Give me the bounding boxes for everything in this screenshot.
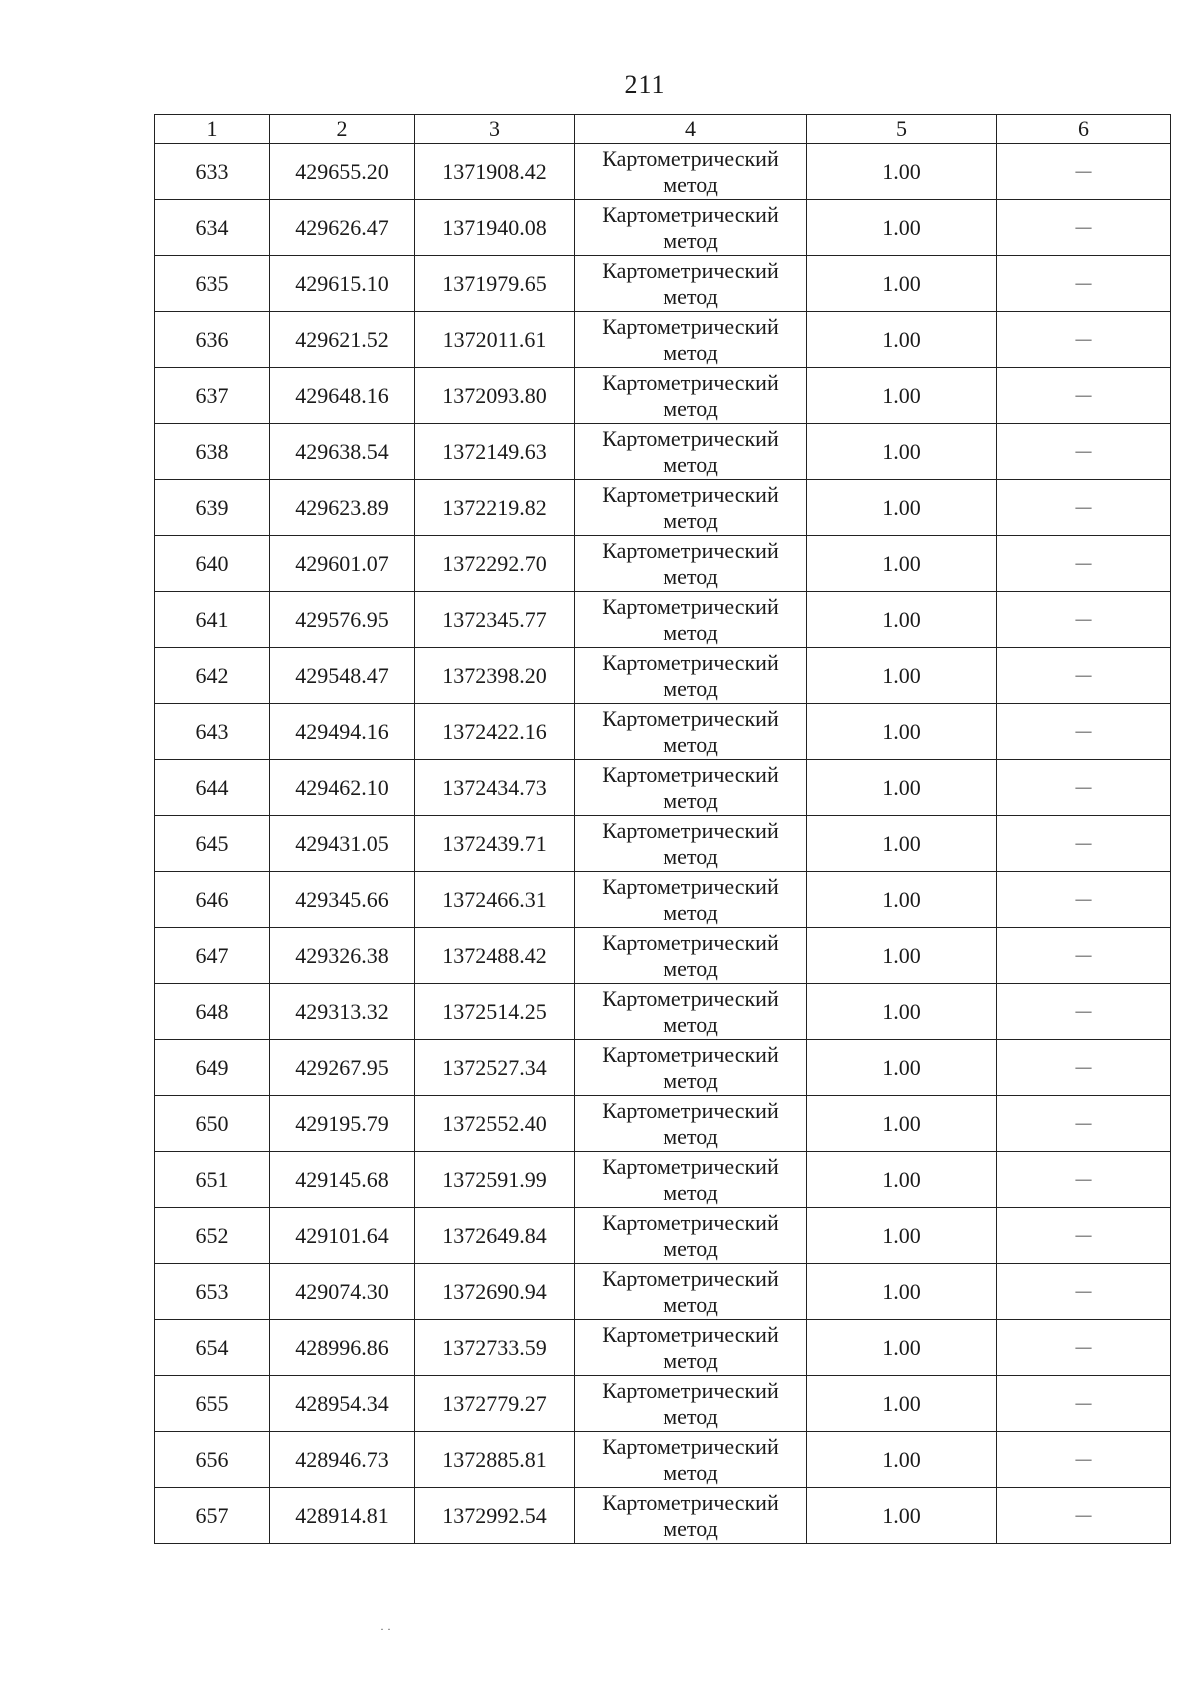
accuracy-cell: 1.00 <box>807 592 997 648</box>
y-coordinate-cell: 1372434.73 <box>415 760 575 816</box>
table-row <box>155 1376 1171 1432</box>
point-number-cell: 641 <box>155 592 270 648</box>
note-cell: — <box>997 1264 1171 1320</box>
x-coordinate-cell: 429345.66 <box>270 872 415 928</box>
accuracy-cell: 1.00 <box>807 312 997 368</box>
method-line-1: Картометрический <box>602 1209 779 1235</box>
table-row <box>155 144 1171 200</box>
column-header-6: 6 <box>997 115 1171 144</box>
method-cell <box>575 704 807 760</box>
y-coordinate-cell: 1372011.61 <box>415 312 575 368</box>
accuracy-cell: 1.00 <box>807 760 997 816</box>
method-cell <box>575 760 807 816</box>
table-row <box>155 872 1171 928</box>
y-coordinate-cell: 1372345.77 <box>415 592 575 648</box>
method-line-2: метод <box>663 955 718 981</box>
method-cell <box>575 424 807 480</box>
x-coordinate-cell: 429615.10 <box>270 256 415 312</box>
accuracy-cell: 1.00 <box>807 1320 997 1376</box>
note-cell: — <box>997 760 1171 816</box>
point-number-cell: 634 <box>155 200 270 256</box>
point-number-cell: 637 <box>155 368 270 424</box>
y-coordinate-cell: 1372552.40 <box>415 1096 575 1152</box>
y-coordinate-cell: 1372649.84 <box>415 1208 575 1264</box>
point-number-cell: 643 <box>155 704 270 760</box>
table-row <box>155 1040 1171 1096</box>
note-cell: — <box>997 1208 1171 1264</box>
table-header <box>155 115 1171 144</box>
table-row <box>155 480 1171 536</box>
method-line-2: метод <box>663 283 718 309</box>
method-cell <box>575 312 807 368</box>
x-coordinate-cell: 428954.34 <box>270 1376 415 1432</box>
method-line-1: Картометрический <box>602 649 779 675</box>
y-coordinate-cell: 1372591.99 <box>415 1152 575 1208</box>
note-cell: — <box>997 592 1171 648</box>
column-header-5: 5 <box>807 115 997 144</box>
accuracy-cell: 1.00 <box>807 1376 997 1432</box>
note-cell: — <box>997 648 1171 704</box>
x-coordinate-cell: 429638.54 <box>270 424 415 480</box>
y-coordinate-cell: 1372439.71 <box>415 816 575 872</box>
method-cell <box>575 592 807 648</box>
method-cell <box>575 1264 807 1320</box>
y-coordinate-cell: 1371979.65 <box>415 256 575 312</box>
scan-smudge: · · <box>380 1622 391 1636</box>
method-line-1: Картометрический <box>602 985 779 1011</box>
method-line-1: Картометрический <box>602 481 779 507</box>
accuracy-cell: 1.00 <box>807 1208 997 1264</box>
method-cell <box>575 1432 807 1488</box>
method-line-2: метод <box>663 675 718 701</box>
accuracy-cell: 1.00 <box>807 704 997 760</box>
x-coordinate-cell: 429313.32 <box>270 984 415 1040</box>
x-coordinate-cell: 429074.30 <box>270 1264 415 1320</box>
method-cell <box>575 984 807 1040</box>
x-coordinate-cell: 429655.20 <box>270 144 415 200</box>
point-number-cell: 646 <box>155 872 270 928</box>
method-cell <box>575 1376 807 1432</box>
method-cell <box>575 816 807 872</box>
method-line-1: Картометрический <box>602 929 779 955</box>
point-number-cell: 657 <box>155 1488 270 1544</box>
table-row <box>155 536 1171 592</box>
method-line-2: метод <box>663 563 718 589</box>
point-number-cell: 652 <box>155 1208 270 1264</box>
y-coordinate-cell: 1372690.94 <box>415 1264 575 1320</box>
note-cell: — <box>997 368 1171 424</box>
note-cell: — <box>997 1152 1171 1208</box>
point-number-cell: 650 <box>155 1096 270 1152</box>
method-line-1: Картометрический <box>602 1153 779 1179</box>
table-row <box>155 704 1171 760</box>
x-coordinate-cell: 429326.38 <box>270 928 415 984</box>
accuracy-cell: 1.00 <box>807 1152 997 1208</box>
point-number-cell: 640 <box>155 536 270 592</box>
table-row <box>155 928 1171 984</box>
point-number-cell: 644 <box>155 760 270 816</box>
point-number-cell: 635 <box>155 256 270 312</box>
accuracy-cell: 1.00 <box>807 648 997 704</box>
table-row <box>155 424 1171 480</box>
note-cell: — <box>997 1432 1171 1488</box>
method-line-1: Картометрический <box>602 705 779 731</box>
point-number-cell: 655 <box>155 1376 270 1432</box>
accuracy-cell: 1.00 <box>807 1432 997 1488</box>
method-line-2: метод <box>663 1179 718 1205</box>
note-cell: — <box>997 816 1171 872</box>
column-header-4: 4 <box>575 115 807 144</box>
point-number-cell: 638 <box>155 424 270 480</box>
method-line-2: метод <box>663 1515 718 1541</box>
method-line-2: метод <box>663 843 718 869</box>
table-row <box>155 1432 1171 1488</box>
table-row <box>155 984 1171 1040</box>
accuracy-cell: 1.00 <box>807 928 997 984</box>
method-cell <box>575 144 807 200</box>
y-coordinate-cell: 1372733.59 <box>415 1320 575 1376</box>
table-row <box>155 200 1171 256</box>
coordinates-table <box>154 114 1171 1544</box>
method-line-1: Картометрический <box>602 537 779 563</box>
y-coordinate-cell: 1372219.82 <box>415 480 575 536</box>
x-coordinate-cell: 429494.16 <box>270 704 415 760</box>
method-line-1: Картометрический <box>602 145 779 171</box>
table-row <box>155 1488 1171 1544</box>
y-coordinate-cell: 1372527.34 <box>415 1040 575 1096</box>
method-cell <box>575 536 807 592</box>
y-coordinate-cell: 1372779.27 <box>415 1376 575 1432</box>
x-coordinate-cell: 429648.16 <box>270 368 415 424</box>
method-line-1: Картометрический <box>602 1097 779 1123</box>
method-cell <box>575 928 807 984</box>
method-line-1: Картометрический <box>602 1265 779 1291</box>
x-coordinate-cell: 429267.95 <box>270 1040 415 1096</box>
table-row <box>155 648 1171 704</box>
method-line-1: Картометрический <box>602 761 779 787</box>
method-line-1: Картометрический <box>602 873 779 899</box>
note-cell: — <box>997 928 1171 984</box>
method-cell <box>575 648 807 704</box>
accuracy-cell: 1.00 <box>807 1096 997 1152</box>
point-number-cell: 654 <box>155 1320 270 1376</box>
y-coordinate-cell: 1372292.70 <box>415 536 575 592</box>
accuracy-cell: 1.00 <box>807 480 997 536</box>
method-cell <box>575 872 807 928</box>
x-coordinate-cell: 429576.95 <box>270 592 415 648</box>
method-line-1: Картометрический <box>602 593 779 619</box>
table-row <box>155 1320 1171 1376</box>
method-line-1: Картометрический <box>602 313 779 339</box>
table-row <box>155 368 1171 424</box>
accuracy-cell: 1.00 <box>807 424 997 480</box>
table-body <box>155 144 1171 1544</box>
note-cell: — <box>997 536 1171 592</box>
y-coordinate-cell: 1372093.80 <box>415 368 575 424</box>
y-coordinate-cell: 1372149.63 <box>415 424 575 480</box>
table-row <box>155 592 1171 648</box>
accuracy-cell: 1.00 <box>807 1040 997 1096</box>
method-line-1: Картометрический <box>602 201 779 227</box>
accuracy-cell: 1.00 <box>807 536 997 592</box>
column-header-1: 1 <box>155 115 270 144</box>
method-line-1: Картометрический <box>602 1041 779 1067</box>
method-line-2: метод <box>663 787 718 813</box>
accuracy-cell: 1.00 <box>807 816 997 872</box>
point-number-cell: 633 <box>155 144 270 200</box>
y-coordinate-cell: 1371908.42 <box>415 144 575 200</box>
point-number-cell: 642 <box>155 648 270 704</box>
method-line-1: Картометрический <box>602 1489 779 1515</box>
method-cell <box>575 256 807 312</box>
method-line-2: метод <box>663 1347 718 1373</box>
method-line-2: метод <box>663 339 718 365</box>
method-cell <box>575 480 807 536</box>
point-number-cell: 645 <box>155 816 270 872</box>
note-cell: — <box>997 1376 1171 1432</box>
method-line-2: метод <box>663 1235 718 1261</box>
note-cell: — <box>997 424 1171 480</box>
table-row <box>155 1208 1171 1264</box>
table-row <box>155 1152 1171 1208</box>
method-line-2: метод <box>663 1067 718 1093</box>
method-cell <box>575 1096 807 1152</box>
x-coordinate-cell: 429626.47 <box>270 200 415 256</box>
note-cell: — <box>997 312 1171 368</box>
x-coordinate-cell: 428996.86 <box>270 1320 415 1376</box>
note-cell: — <box>997 144 1171 200</box>
point-number-cell: 647 <box>155 928 270 984</box>
x-coordinate-cell: 429601.07 <box>270 536 415 592</box>
point-number-cell: 639 <box>155 480 270 536</box>
point-number-cell: 649 <box>155 1040 270 1096</box>
header-row <box>155 115 1171 144</box>
note-cell: — <box>997 1488 1171 1544</box>
method-line-2: метод <box>663 1403 718 1429</box>
method-line-2: метод <box>663 619 718 645</box>
method-line-1: Картометрический <box>602 1321 779 1347</box>
column-header-2: 2 <box>270 115 415 144</box>
x-coordinate-cell: 429462.10 <box>270 760 415 816</box>
method-line-2: метод <box>663 1011 718 1037</box>
method-cell <box>575 1488 807 1544</box>
x-coordinate-cell: 429195.79 <box>270 1096 415 1152</box>
table-row <box>155 256 1171 312</box>
method-line-2: метод <box>663 731 718 757</box>
table-row <box>155 816 1171 872</box>
note-cell: — <box>997 200 1171 256</box>
y-coordinate-cell: 1372398.20 <box>415 648 575 704</box>
x-coordinate-cell: 428914.81 <box>270 1488 415 1544</box>
y-coordinate-cell: 1371940.08 <box>415 200 575 256</box>
x-coordinate-cell: 429431.05 <box>270 816 415 872</box>
method-cell <box>575 200 807 256</box>
page-number: 211 <box>624 70 666 99</box>
point-number-cell: 656 <box>155 1432 270 1488</box>
table-row <box>155 312 1171 368</box>
method-line-2: метод <box>663 1291 718 1317</box>
y-coordinate-cell: 1372466.31 <box>415 872 575 928</box>
accuracy-cell: 1.00 <box>807 200 997 256</box>
y-coordinate-cell: 1372514.25 <box>415 984 575 1040</box>
note-cell: — <box>997 872 1171 928</box>
table-row <box>155 760 1171 816</box>
method-line-2: метод <box>663 227 718 253</box>
method-line-2: метод <box>663 507 718 533</box>
method-cell <box>575 1152 807 1208</box>
y-coordinate-cell: 1372885.81 <box>415 1432 575 1488</box>
note-cell: — <box>997 1040 1171 1096</box>
x-coordinate-cell: 429101.64 <box>270 1208 415 1264</box>
note-cell: — <box>997 1096 1171 1152</box>
method-line-2: метод <box>663 171 718 197</box>
x-coordinate-cell: 429623.89 <box>270 480 415 536</box>
method-line-2: метод <box>663 899 718 925</box>
method-line-2: метод <box>663 395 718 421</box>
note-cell: — <box>997 480 1171 536</box>
method-line-1: Картометрический <box>602 425 779 451</box>
point-number-cell: 636 <box>155 312 270 368</box>
y-coordinate-cell: 1372422.16 <box>415 704 575 760</box>
note-cell: — <box>997 256 1171 312</box>
accuracy-cell: 1.00 <box>807 368 997 424</box>
method-cell <box>575 368 807 424</box>
accuracy-cell: 1.00 <box>807 256 997 312</box>
accuracy-cell: 1.00 <box>807 984 997 1040</box>
accuracy-cell: 1.00 <box>807 1264 997 1320</box>
accuracy-cell: 1.00 <box>807 1488 997 1544</box>
table-row <box>155 1096 1171 1152</box>
accuracy-cell: 1.00 <box>807 872 997 928</box>
method-line-2: метод <box>663 1123 718 1149</box>
accuracy-cell: 1.00 <box>807 144 997 200</box>
point-number-cell: 651 <box>155 1152 270 1208</box>
method-line-1: Картометрический <box>602 257 779 283</box>
point-number-cell: 648 <box>155 984 270 1040</box>
y-coordinate-cell: 1372488.42 <box>415 928 575 984</box>
note-cell: — <box>997 984 1171 1040</box>
method-line-1: Картометрический <box>602 369 779 395</box>
method-cell <box>575 1320 807 1376</box>
note-cell: — <box>997 704 1171 760</box>
y-coordinate-cell: 1372992.54 <box>415 1488 575 1544</box>
table-row <box>155 1264 1171 1320</box>
x-coordinate-cell: 429145.68 <box>270 1152 415 1208</box>
method-line-1: Картометрический <box>602 1377 779 1403</box>
method-line-2: метод <box>663 451 718 477</box>
method-line-2: метод <box>663 1459 718 1485</box>
method-line-1: Картометрический <box>602 1433 779 1459</box>
method-cell <box>575 1208 807 1264</box>
column-header-3: 3 <box>415 115 575 144</box>
point-number-cell: 653 <box>155 1264 270 1320</box>
x-coordinate-cell: 429621.52 <box>270 312 415 368</box>
method-cell <box>575 1040 807 1096</box>
method-line-1: Картометрический <box>602 817 779 843</box>
note-cell: — <box>997 1320 1171 1376</box>
x-coordinate-cell: 429548.47 <box>270 648 415 704</box>
x-coordinate-cell: 428946.73 <box>270 1432 415 1488</box>
